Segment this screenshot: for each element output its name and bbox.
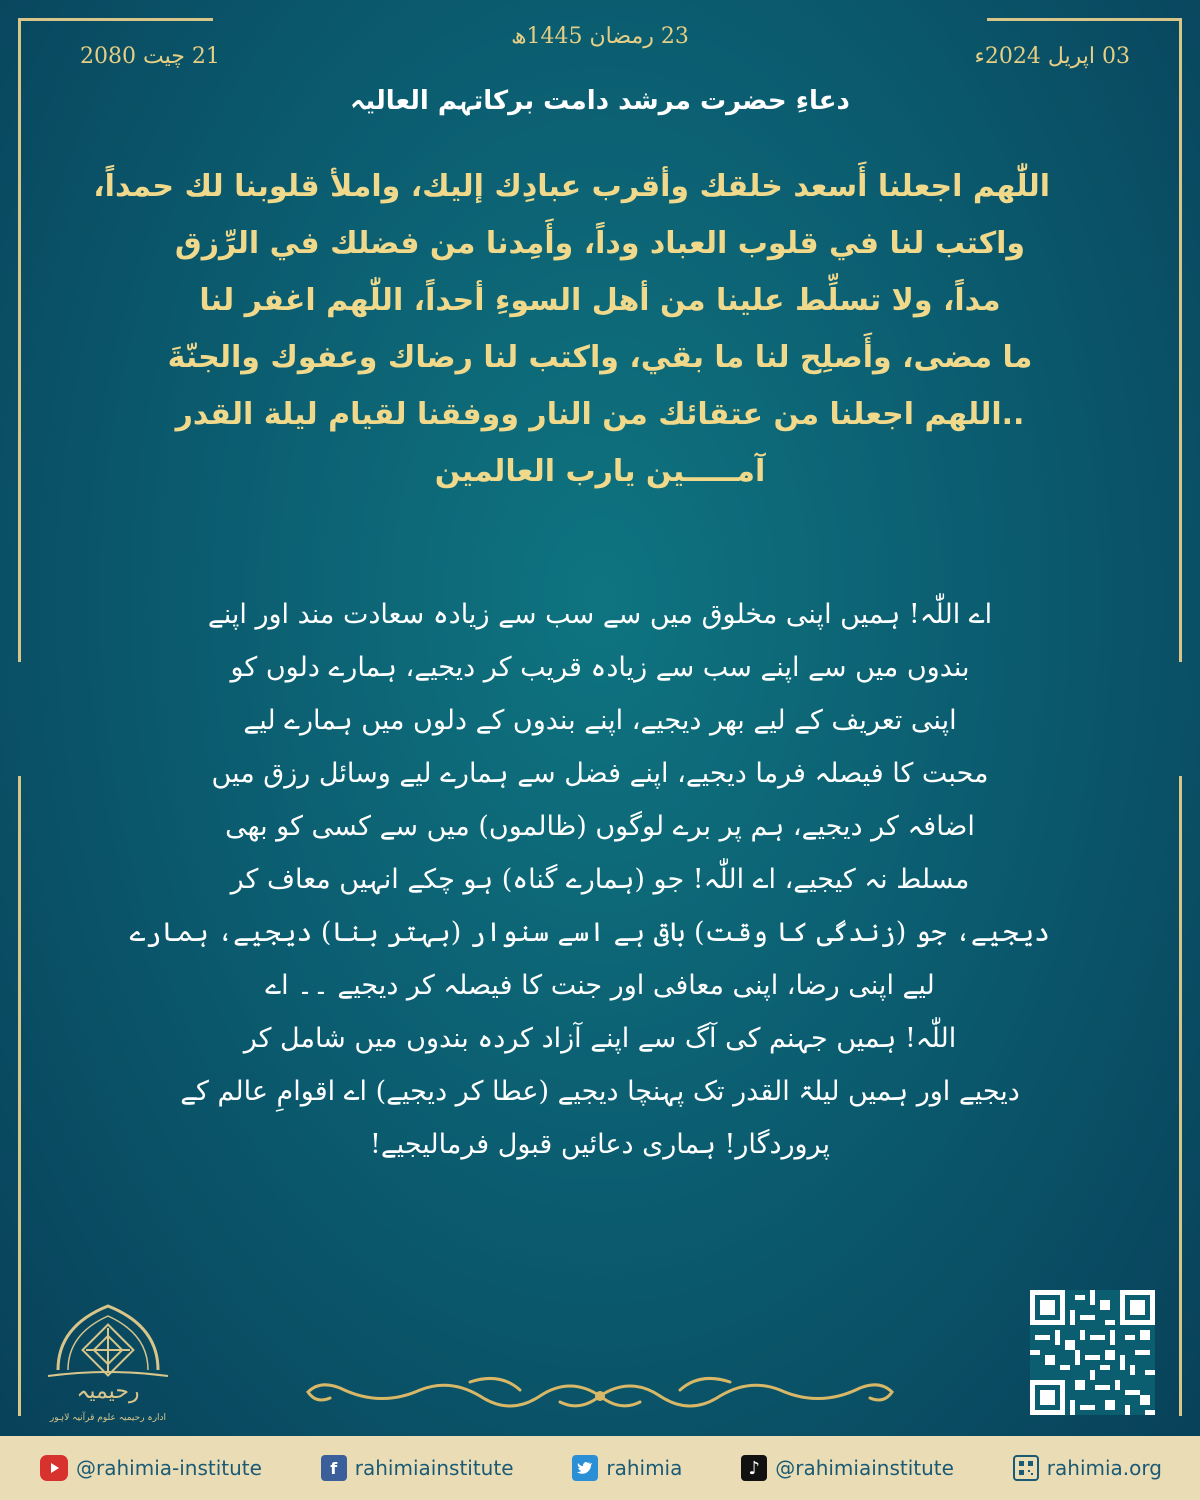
date-gregorian: 03 اپریل 2024ء bbox=[974, 44, 1130, 69]
urdu-line: دیجیے اور ہمیں لیلۃ القدر تک پہنچا دیجیے (عطا کر دیجیے) اے اقوامِ عالم کے bbox=[180, 1076, 1020, 1107]
ornament-flourish bbox=[300, 1368, 900, 1424]
tiktok-handle: @rahimiainstitute bbox=[775, 1456, 954, 1480]
social-facebook[interactable] bbox=[321, 1455, 514, 1481]
arabic-line: ..اللهم اجعلنا من عتقائك من النار ووفقنا لقيام ليلة القدر bbox=[175, 397, 1025, 432]
urdu-line: لیے اپنی رضا، اپنی معافی اور جنت کا فیصلہ کر دیجیے ۔۔ اے bbox=[265, 970, 935, 1001]
page-title: دعاءِ حضرت مرشد دامت برکاتہم العالیہ bbox=[350, 86, 850, 116]
twitter-icon bbox=[572, 1455, 598, 1481]
arabic-prayer bbox=[93, 158, 1050, 500]
frame-top-right bbox=[987, 18, 1182, 21]
urdu-line: پروردگار! ہماری دعائیں قبول فرمالیجیے! bbox=[370, 1129, 830, 1160]
urdu-line: اپنی تعریف کے لیے بھر دیجیے، اپنے بندوں کے دلوں میں ہمارے لیے bbox=[243, 705, 957, 736]
svg-text:ادارہ رحیمیہ علوم قرآنیہ لاہور: ادارہ رحیمیہ علوم قرآنیہ لاہور bbox=[49, 1413, 167, 1423]
social-footer bbox=[0, 1436, 1200, 1500]
urdu-line: مسلط نہ کیجیے، اے اللّٰہ! جو (ہمارے گناہ) ہو چکے انہیں معاف کر bbox=[230, 864, 970, 895]
website-url: rahimia.org bbox=[1046, 1456, 1162, 1480]
tiktok-icon: ♪ bbox=[741, 1455, 767, 1481]
urdu-line: دیجیے، جو (زندگی کا وقت) باقی ہے اسے سنوار (بہتر بنا) دیجیے، ہمارے bbox=[129, 917, 1050, 948]
arabic-line: ما مضى، وأَصلِح لنا ما بقي، واكتب لنا رضاك وعفوك والجنّةَ bbox=[167, 340, 1033, 375]
urdu-line: بندوں میں سے اپنے سب سے زیادہ قریب کر دیجیے، ہمارے دلوں کو bbox=[230, 652, 970, 683]
qr-web-icon bbox=[1013, 1455, 1039, 1481]
youtube-icon bbox=[40, 1455, 68, 1481]
social-twitter[interactable] bbox=[572, 1455, 682, 1481]
youtube-handle: @rahimia-institute bbox=[76, 1456, 262, 1480]
twitter-handle: rahimia bbox=[606, 1456, 683, 1480]
frame-right-lower bbox=[1179, 776, 1182, 1416]
facebook-icon: f bbox=[321, 1455, 347, 1481]
date-hijri: 23 رمضان 1445ھ bbox=[511, 24, 689, 49]
arabic-line: واكتب لنا في قلوب العباد وداً، وأَمِدنا من فضلك في الرِّزق bbox=[174, 226, 1026, 261]
urdu-translation bbox=[129, 588, 1050, 1171]
date-bikrami: 21 چیت 2080 bbox=[80, 44, 220, 69]
arabic-line: آمـــــين يارب العالمين bbox=[434, 454, 766, 489]
rahimia-logo bbox=[38, 1298, 178, 1428]
urdu-line: اللّٰہ! ہمیں جہنم کی آگ سے اپنے آزاد کردہ بندوں میں شامل کر bbox=[243, 1023, 957, 1054]
arabic-line: اللّٰهم اجعلنا أَسعد خلقك وأقرب عبادِك إليك، واملأ قلوبنا لك حمداً، bbox=[93, 169, 1050, 204]
urdu-line: محبت کا فیصلہ فرما دیجیے، اپنے فضل سے ہمارے لیے وسائل رزق میں bbox=[211, 758, 989, 789]
facebook-handle: rahimiainstitute bbox=[354, 1456, 514, 1480]
qr-code[interactable] bbox=[1030, 1290, 1155, 1415]
svg-text:رحیمیہ: رحیمیہ bbox=[76, 1379, 140, 1404]
urdu-line: اے اللّٰہ! ہمیں اپنی مخلوق میں سے سب سے زیادہ سعادت مند اور اپنے bbox=[207, 599, 993, 630]
social-website[interactable] bbox=[1013, 1455, 1162, 1481]
frame-top-left bbox=[18, 18, 213, 21]
arabic-line: مداً، ولا تسلِّط علينا من أهل السوءِ أحداً، اللّٰهم اغفر لنا bbox=[199, 283, 1001, 318]
social-youtube[interactable] bbox=[40, 1455, 262, 1481]
frame-left-lower bbox=[18, 776, 21, 1416]
urdu-line: اضافہ کر دیجیے، ہم پر برے لوگوں (ظالموں) میں سے کسی کو بھی bbox=[225, 811, 975, 842]
social-tiktok[interactable] bbox=[741, 1455, 954, 1481]
